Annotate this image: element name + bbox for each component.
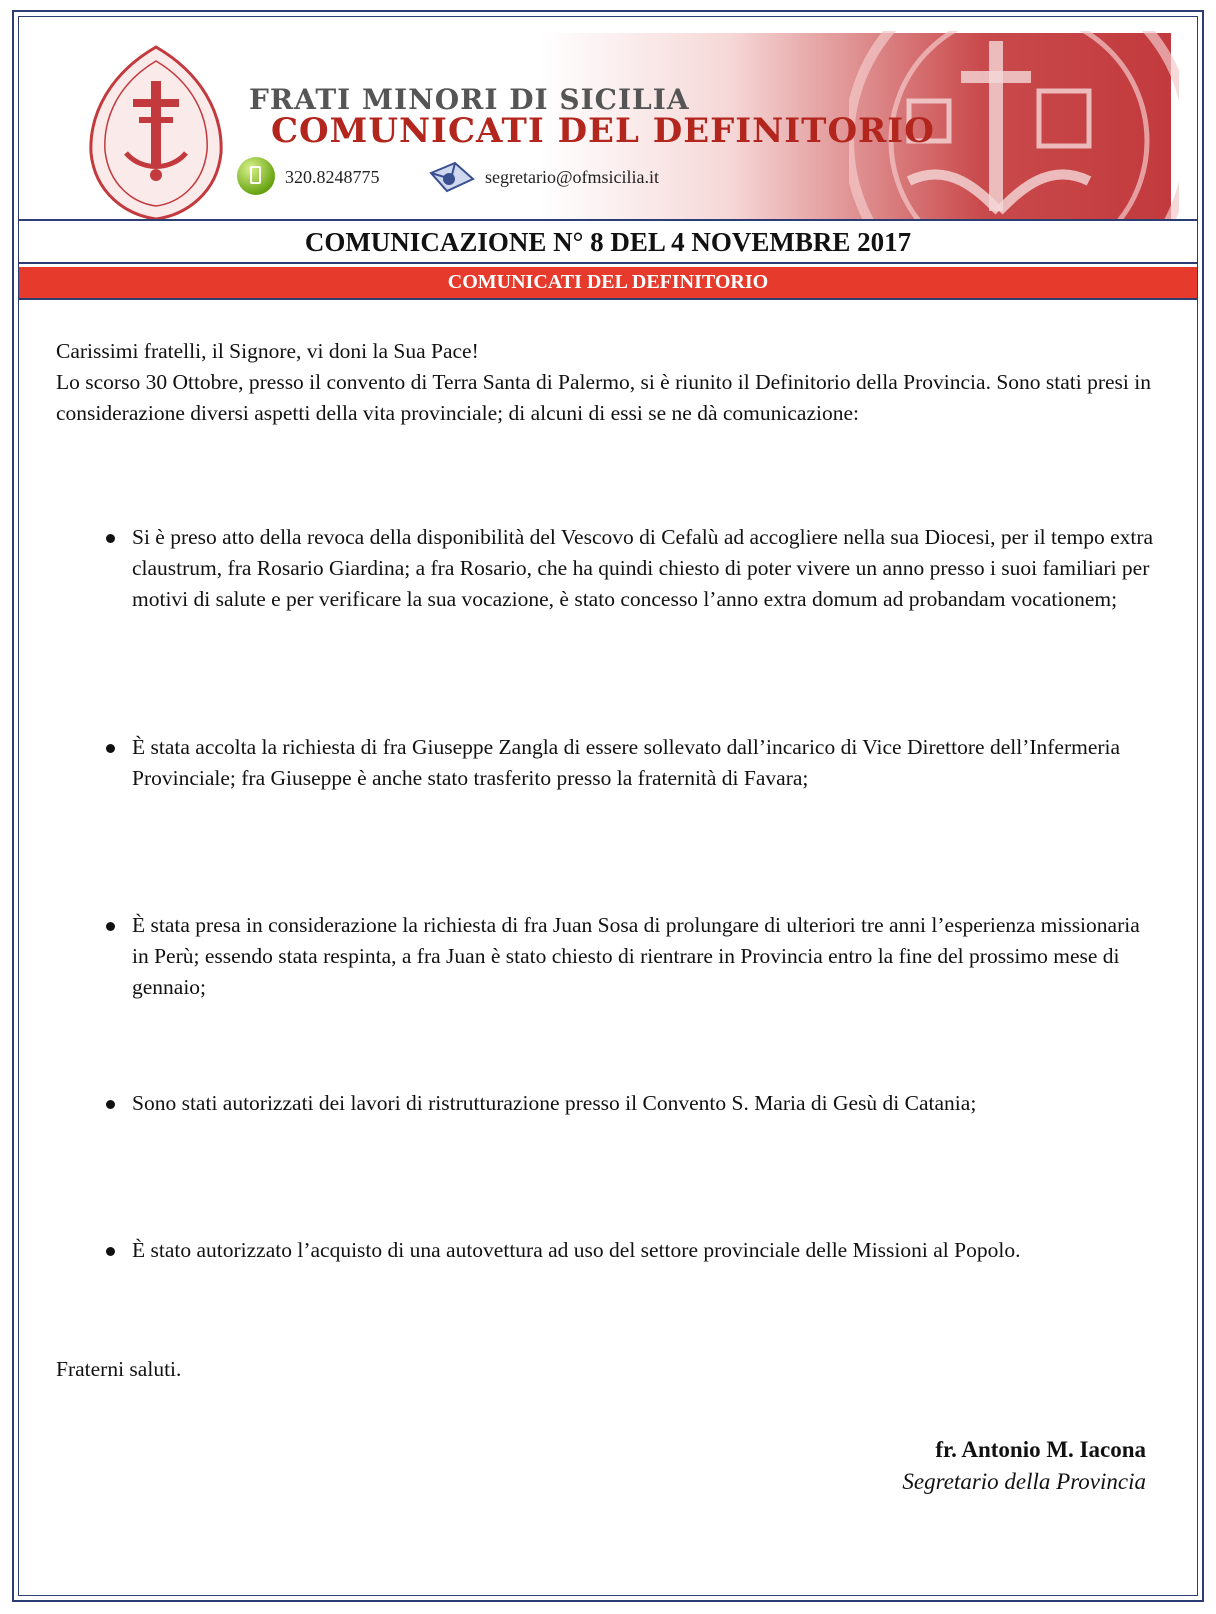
envelope-icon <box>425 157 477 197</box>
list-item: È stata presa in considerazione la richiesta di fra Juan Sosa di prolungare di ulteriori tre anni l’esperienza missionaria in Perù; essendo stata respinta, a fra Juan è stato chiesto di rientrare in Provincia entro la fine del prossimo mese di gennaio; <box>56 910 1156 1003</box>
phone-number: 320.8248775 <box>285 167 380 187</box>
letterhead <box>19 17 1197 221</box>
brand-title: FRATI MINORI DI SICILIA <box>249 83 690 116</box>
letter-body <box>56 336 1156 1381</box>
list-item: È stata accolta la richiesta di fra Giuseppe Zangla di essere sollevato dall’incarico di Vice Direttore dell’Infermeria Provinciale; fra Giuseppe è anche stato trasferito presso la fraternità di Favara; <box>56 732 1156 794</box>
section-bar: COMUNICATI DEL DEFINITORIO <box>19 267 1197 300</box>
divider <box>19 262 1197 264</box>
list-item: Sono stati autorizzati dei lavori di ristrutturazione presso il Convento S. Maria di Gesù di Catania; <box>56 1088 976 1119</box>
signature-role: Segretario della Provincia <box>902 1469 1146 1494</box>
signature-name: fr. Antonio M. Iacona <box>935 1437 1146 1462</box>
communication-title: COMUNICAZIONE N° 8 DEL 4 NOVEMBRE 2017 <box>304 227 912 257</box>
email-address: segretario@ofmsicilia.it <box>485 167 660 187</box>
closing: Fraterni saluti. <box>56 1357 182 1381</box>
province-seal-logo <box>81 43 231 221</box>
list-item: È stato autorizzato l’acquisto di una autovettura ad uso del settore provinciale delle Missioni al Popolo. <box>56 1235 1020 1266</box>
greeting: Carissimi fratelli, il Signore, vi doni la Sua Pace! <box>56 339 479 363</box>
intro-paragraph: Lo scorso 30 Ottobre, presso il convento di Terra Santa di Palermo, si è riunito il Definitorio della Provincia. Sono stati presi in considerazione diversi aspetti della vita provinciale; di alcuni di essi se ne dà comunicazione: <box>56 370 1151 425</box>
brand-subtitle: COMUNICATI DEL DEFINITORIO <box>271 111 935 151</box>
list-item: Si è preso atto della revoca della disponibilità del Vescovo di Cefalù ad accogliere nella sua Diocesi, per il tempo extra claustrum, fra Rosario Giardina; a fra Rosario, che ha quindi chiesto di poter vivere un anno presso i suoi familiari per motivi di salute e per verificare la sua vocazione, è stato concesso l’anno extra domum ad probandam vocationem; <box>56 522 1156 615</box>
phone-icon <box>237 157 275 195</box>
